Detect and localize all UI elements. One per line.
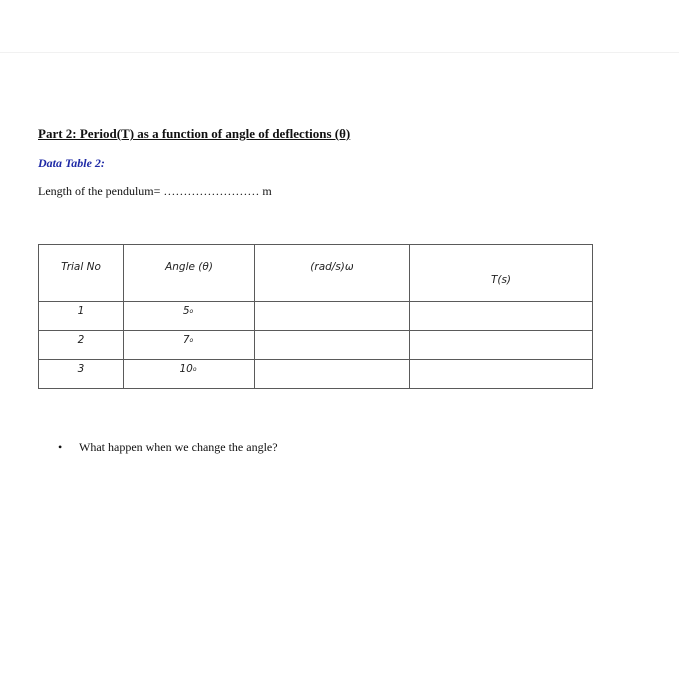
header-trial-no: Trial No <box>39 245 124 302</box>
question-item <box>58 440 278 455</box>
pendulum-length-line: Length of the pendulum= …………………… m <box>38 184 272 198</box>
trial-cell: 1 <box>39 302 124 331</box>
degree-mark: o <box>192 366 197 373</box>
part-2-heading: Part 2: Period(T) as a function of angle of deflections (θ) <box>38 126 351 141</box>
omega-cell <box>255 360 410 389</box>
degree-mark: o <box>189 308 194 315</box>
header-angle: Angle (θ) <box>124 245 255 302</box>
table-row <box>39 302 593 331</box>
period-cell <box>410 360 593 389</box>
angle-cell <box>124 331 255 360</box>
period-cell <box>410 302 593 331</box>
angle-cell <box>124 360 255 389</box>
table-header-row <box>39 245 593 302</box>
bullet-mark: • <box>58 440 63 454</box>
table-row <box>39 331 593 360</box>
question-text: What happen when we change the angle? <box>79 440 278 454</box>
page-top-divider <box>0 52 679 53</box>
header-angular-velocity: (rad/s)ω <box>255 245 410 302</box>
angle-value: 10 <box>179 363 193 375</box>
degree-mark: o <box>189 337 194 344</box>
table-row <box>39 360 593 389</box>
trial-cell: 3 <box>39 360 124 389</box>
period-cell <box>410 331 593 360</box>
trial-cell: 2 <box>39 331 124 360</box>
angle-cell <box>124 302 255 331</box>
angle-value: 7 <box>182 334 190 346</box>
angle-value: 5 <box>182 305 190 317</box>
data-table-title: Data Table 2: <box>38 156 105 170</box>
omega-cell <box>255 302 410 331</box>
data-table-2 <box>38 244 593 389</box>
omega-cell <box>255 331 410 360</box>
header-period: T(s) <box>410 245 593 302</box>
